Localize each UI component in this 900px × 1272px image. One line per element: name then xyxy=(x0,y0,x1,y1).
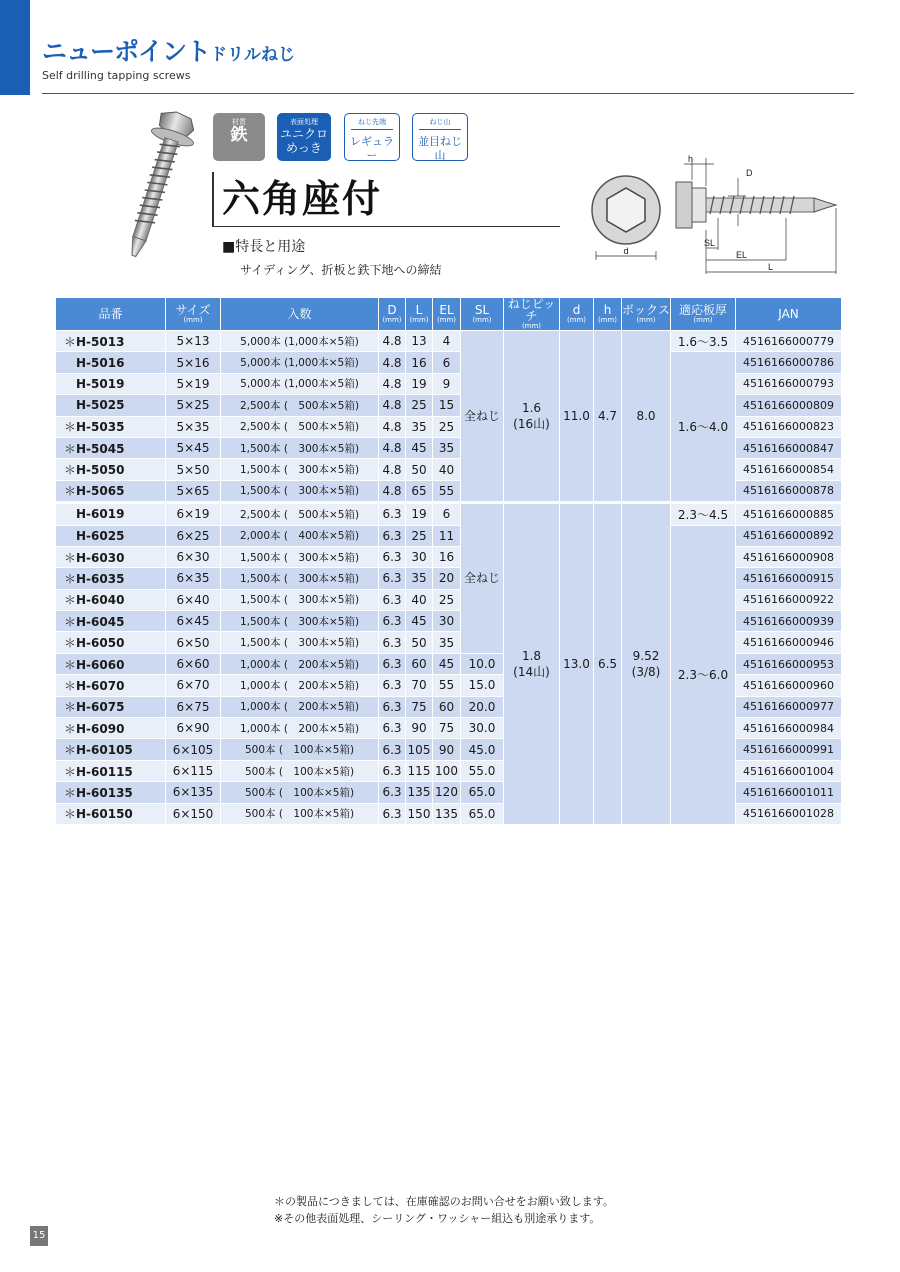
cell-jan: 4516166000915 xyxy=(736,568,842,589)
cell-box-group2-line1: 9.52 xyxy=(632,649,660,664)
cell-jan: 4516166000984 xyxy=(736,718,842,739)
product-code: H-5016 xyxy=(76,355,125,370)
cell-qty: 500本 ( 100本×5箱) xyxy=(221,760,379,781)
cell-EL: 75 xyxy=(433,718,461,739)
dim-label-d: d xyxy=(623,246,629,256)
footnote-options: ※その他表面処理、シーリング・ワッシャー組込も別途承ります。 xyxy=(274,1212,601,1225)
cell-code xyxy=(56,525,166,546)
cell-EL: 60 xyxy=(433,696,461,717)
cell-qty: 1,500本 ( 300本×5箱) xyxy=(221,611,379,632)
finish-badge xyxy=(277,113,331,161)
cell-L: 13 xyxy=(406,331,433,352)
product-name-rule-vertical xyxy=(212,172,214,226)
product-code: H-60115 xyxy=(76,764,133,779)
stock-mark: ＊ xyxy=(64,550,77,565)
cell-EL: 35 xyxy=(433,632,461,653)
product-code: H-5065 xyxy=(76,484,125,499)
cell-code xyxy=(56,416,166,437)
cell-jan: 4516166000793 xyxy=(736,373,842,394)
stock-mark: ＊ xyxy=(64,484,77,499)
stock-mark: ＊ xyxy=(64,678,77,693)
brand-title-main: ニューポイント xyxy=(42,37,211,66)
cell-D: 6.3 xyxy=(379,718,406,739)
cell-size: 6×75 xyxy=(166,696,221,717)
cell-code xyxy=(56,459,166,480)
cell-jan: 4516166000991 xyxy=(736,739,842,760)
col-header-L: L (mm) xyxy=(406,298,433,331)
product-code: H-5045 xyxy=(76,441,125,456)
cell-qty: 1,500本 ( 300本×5箱) xyxy=(221,459,379,480)
tip-value: レギュラー xyxy=(350,135,394,162)
spec-table xyxy=(55,297,842,825)
col-header-SL: SL (mm) xyxy=(461,298,504,331)
stock-mark: ＊ xyxy=(64,636,77,651)
cell-SL: 65.0 xyxy=(461,803,504,824)
cell-jan: 4516166000823 xyxy=(736,416,842,437)
cell-EL: 25 xyxy=(433,416,461,437)
dim-label-EL: EL xyxy=(736,250,748,260)
cell-L: 60 xyxy=(406,653,433,674)
cell-EL: 55 xyxy=(433,480,461,502)
cell-pitch-group2-line1: 1.8 xyxy=(521,649,542,664)
cell-jan: 4516166000809 xyxy=(736,395,842,416)
cell-size: 5×35 xyxy=(166,416,221,437)
cell-qty: 5,000本 (1,000本×5箱) xyxy=(221,373,379,394)
cell-code xyxy=(56,675,166,696)
cell-D: 6.3 xyxy=(379,803,406,824)
cell-qty: 1,500本 ( 300本×5箱) xyxy=(221,589,379,610)
product-code: H-5050 xyxy=(76,463,125,478)
col-header-thickness: 適応板厚 (mm) xyxy=(671,298,736,331)
cell-code xyxy=(56,373,166,394)
thread-value: 並目ねじ山 xyxy=(418,135,462,162)
cell-qty: 2,500本 ( 500本×5箱) xyxy=(221,395,379,416)
cell-EL: 20 xyxy=(433,568,461,589)
cell-qty: 1,500本 ( 300本×5箱) xyxy=(221,480,379,502)
cell-h-group1: 4.7 xyxy=(594,331,622,503)
table-header-row xyxy=(56,298,842,331)
stock-mark: ＊ xyxy=(64,441,77,456)
stock-mark: ＊ xyxy=(64,657,77,672)
product-code: H-6050 xyxy=(76,636,125,651)
cell-size: 6×90 xyxy=(166,718,221,739)
material-badge xyxy=(213,113,265,161)
cell-size: 5×45 xyxy=(166,437,221,458)
finish-value-line2: めっき xyxy=(286,141,322,155)
col-header-h: h (mm) xyxy=(594,298,622,331)
thread-caption: ねじ山 xyxy=(419,117,461,130)
finish-value-line1: ユニクロ xyxy=(279,127,328,141)
cell-size: 5×13 xyxy=(166,331,221,352)
cell-code xyxy=(56,718,166,739)
cell-L: 16 xyxy=(406,352,433,373)
cell-size: 5×16 xyxy=(166,352,221,373)
stock-mark: ＊ xyxy=(64,721,77,736)
col-header-D: D (mm) xyxy=(379,298,406,331)
cell-D: 4.8 xyxy=(379,352,406,373)
cell-d-group1: 11.0 xyxy=(560,331,594,503)
footnote-stock: ＊の製品につきましては、在庫確認のお問い合せをお願い致します。 xyxy=(274,1195,614,1208)
cell-size: 6×115 xyxy=(166,760,221,781)
stock-mark: ＊ xyxy=(64,764,77,779)
cell-D: 4.8 xyxy=(379,459,406,480)
product-code: H-6075 xyxy=(76,700,125,715)
cell-size: 6×30 xyxy=(166,546,221,567)
stock-mark: ＊ xyxy=(64,700,77,715)
cell-size: 6×135 xyxy=(166,782,221,803)
cell-code xyxy=(56,632,166,653)
cell-D: 4.8 xyxy=(379,395,406,416)
cell-size: 6×35 xyxy=(166,568,221,589)
cell-code xyxy=(56,546,166,567)
cell-D: 4.8 xyxy=(379,331,406,352)
stock-mark: ＊ xyxy=(64,420,77,435)
cell-EL: 45 xyxy=(433,653,461,674)
cell-pitch-group1-line2: (16山) xyxy=(513,417,550,432)
cell-SL: 55.0 xyxy=(461,760,504,781)
product-code: H-5025 xyxy=(76,398,125,413)
cell-L: 115 xyxy=(406,760,433,781)
cell-EL: 6 xyxy=(433,352,461,373)
cell-size: 5×25 xyxy=(166,395,221,416)
cell-code xyxy=(56,568,166,589)
cell-size: 6×40 xyxy=(166,589,221,610)
product-code: H-5013 xyxy=(76,334,125,349)
dim-label-h: h xyxy=(688,154,694,164)
finish-caption: 表面処理 xyxy=(290,118,318,126)
stock-mark: ＊ xyxy=(64,614,77,629)
cell-qty: 1,500本 ( 300本×5箱) xyxy=(221,546,379,567)
brand-subtitle: Self drilling tapping screws xyxy=(42,69,191,82)
cell-SL: 15.0 xyxy=(461,675,504,696)
cell-D: 6.3 xyxy=(379,546,406,567)
table-row xyxy=(56,352,842,373)
cell-EL: 55 xyxy=(433,675,461,696)
cell-L: 105 xyxy=(406,739,433,760)
cell-qty: 1,500本 ( 300本×5箱) xyxy=(221,437,379,458)
cell-thickness-group1-first: 1.6〜3.5 xyxy=(671,331,736,352)
cell-jan: 4516166000922 xyxy=(736,589,842,610)
table-body xyxy=(56,331,842,825)
cell-EL: 11 xyxy=(433,525,461,546)
cell-EL: 6 xyxy=(433,503,461,525)
product-code: H-6060 xyxy=(76,657,125,672)
cell-EL: 4 xyxy=(433,331,461,352)
cell-qty: 2,500本 ( 500本×5箱) xyxy=(221,503,379,525)
stock-mark: ＊ xyxy=(64,743,77,758)
cell-d-group2: 13.0 xyxy=(560,503,594,825)
thread-badge xyxy=(412,113,468,161)
cell-D: 6.3 xyxy=(379,760,406,781)
header-divider xyxy=(42,93,854,94)
cell-size: 6×60 xyxy=(166,653,221,674)
dim-label-SL: SL xyxy=(704,238,716,248)
product-code: H-5019 xyxy=(76,376,125,391)
table-row xyxy=(56,331,842,352)
cell-EL: 135 xyxy=(433,803,461,824)
cell-jan: 4516166000885 xyxy=(736,503,842,525)
cell-EL: 9 xyxy=(433,373,461,394)
cell-L: 25 xyxy=(406,395,433,416)
product-code: H-60105 xyxy=(76,743,133,758)
cell-D: 6.3 xyxy=(379,739,406,760)
cell-D: 4.8 xyxy=(379,437,406,458)
screw-illustration xyxy=(108,108,208,268)
feature-text: サイディング、折板と鉄下地への締結 xyxy=(240,263,442,277)
product-code: H-6030 xyxy=(76,550,125,565)
cell-jan: 4516166000847 xyxy=(736,437,842,458)
product-name: 六角座付 xyxy=(222,177,383,221)
cell-code xyxy=(56,760,166,781)
cell-jan: 4516166000977 xyxy=(736,696,842,717)
cell-size: 6×25 xyxy=(166,525,221,546)
cell-jan: 4516166000854 xyxy=(736,459,842,480)
col-header-EL: EL (mm) xyxy=(433,298,461,331)
cell-qty: 2,000本 ( 400本×5箱) xyxy=(221,525,379,546)
cell-EL: 25 xyxy=(433,589,461,610)
cell-size: 5×19 xyxy=(166,373,221,394)
cell-jan: 4516166001028 xyxy=(736,803,842,824)
cell-EL: 90 xyxy=(433,739,461,760)
cell-EL: 100 xyxy=(433,760,461,781)
brand-title-small: ドリルねじ xyxy=(210,45,296,65)
feature-heading: ■特長と用途 xyxy=(222,239,306,255)
product-code: H-6035 xyxy=(76,571,125,586)
cell-box-group2-line2: (3/8) xyxy=(631,665,661,680)
cell-code xyxy=(56,611,166,632)
cell-jan: 4516166000946 xyxy=(736,632,842,653)
cell-qty: 5,000本 (1,000本×5箱) xyxy=(221,352,379,373)
col-header-pitch: ねじピッチ (mm) xyxy=(504,298,560,331)
cell-EL: 30 xyxy=(433,611,461,632)
cell-L: 45 xyxy=(406,611,433,632)
cell-D: 6.3 xyxy=(379,632,406,653)
cell-box-group2 xyxy=(622,503,671,825)
cell-code xyxy=(56,739,166,760)
cell-L: 150 xyxy=(406,803,433,824)
cell-qty: 1,000本 ( 200本×5箱) xyxy=(221,718,379,739)
col-header-size: サイズ (mm) xyxy=(166,298,221,331)
cell-D: 6.3 xyxy=(379,503,406,525)
cell-L: 19 xyxy=(406,503,433,525)
cell-size: 5×50 xyxy=(166,459,221,480)
cell-size: 6×45 xyxy=(166,611,221,632)
product-code: H-6070 xyxy=(76,678,125,693)
cell-size: 6×105 xyxy=(166,739,221,760)
cell-L: 30 xyxy=(406,546,433,567)
cell-qty: 1,000本 ( 200本×5箱) xyxy=(221,675,379,696)
col-header-box: ボックス (mm) xyxy=(622,298,671,331)
cell-D: 6.3 xyxy=(379,589,406,610)
product-name-rule-horizontal xyxy=(212,226,560,227)
product-code: H-60150 xyxy=(76,807,133,822)
cell-pitch-group1-line1: 1.6 xyxy=(521,401,542,416)
cell-D: 6.3 xyxy=(379,525,406,546)
cell-SL-group1: 全ねじ xyxy=(461,331,504,503)
cell-pitch-group2 xyxy=(504,503,560,825)
material-value: 鉄 xyxy=(230,125,248,145)
cell-D: 6.3 xyxy=(379,611,406,632)
cell-D: 4.8 xyxy=(379,480,406,502)
cell-L: 35 xyxy=(406,416,433,437)
stock-mark: ＊ xyxy=(64,571,77,586)
cell-L: 50 xyxy=(406,632,433,653)
cell-code xyxy=(56,803,166,824)
stock-mark: ＊ xyxy=(64,334,77,349)
footnotes xyxy=(274,1193,614,1227)
stock-mark: ＊ xyxy=(64,593,77,608)
cell-L: 45 xyxy=(406,437,433,458)
cell-code xyxy=(56,395,166,416)
cell-SL: 10.0 xyxy=(461,653,504,674)
cell-D: 4.8 xyxy=(379,416,406,437)
cell-D: 6.3 xyxy=(379,675,406,696)
cell-qty: 1,500本 ( 300本×5箱) xyxy=(221,632,379,653)
product-code: H-6019 xyxy=(76,507,125,522)
cell-D: 4.8 xyxy=(379,373,406,394)
head-top-view xyxy=(592,176,660,260)
col-header-code: 品番 xyxy=(56,298,166,331)
cell-qty: 500本 ( 100本×5箱) xyxy=(221,803,379,824)
cell-code xyxy=(56,503,166,525)
cell-EL: 15 xyxy=(433,395,461,416)
product-code: H-6025 xyxy=(76,528,125,543)
tip-caption: ねじ先端 xyxy=(351,117,393,130)
cell-jan: 4516166000953 xyxy=(736,653,842,674)
cell-pitch-group1 xyxy=(504,331,560,503)
cell-code xyxy=(56,352,166,373)
cell-qty: 5,000本 (1,000本×5箱) xyxy=(221,331,379,352)
cell-jan: 4516166001004 xyxy=(736,760,842,781)
cell-SL: 65.0 xyxy=(461,782,504,803)
col-header-d: d (mm) xyxy=(560,298,594,331)
cell-code xyxy=(56,696,166,717)
cell-jan: 4516166000878 xyxy=(736,480,842,502)
product-code: H-6090 xyxy=(76,721,125,736)
cell-code xyxy=(56,331,166,352)
cell-size: 6×70 xyxy=(166,675,221,696)
cell-size: 6×50 xyxy=(166,632,221,653)
dimension-diagram xyxy=(588,150,854,278)
table-row xyxy=(56,525,842,546)
cell-EL: 120 xyxy=(433,782,461,803)
cell-size: 6×19 xyxy=(166,503,221,525)
dim-label-D: D xyxy=(746,168,753,178)
cell-size: 6×150 xyxy=(166,803,221,824)
cell-qty: 2,500本 ( 500本×5箱) xyxy=(221,416,379,437)
cell-jan: 4516166000908 xyxy=(736,546,842,567)
product-code: H-6045 xyxy=(76,614,125,629)
cell-SL: 30.0 xyxy=(461,718,504,739)
cell-D: 6.3 xyxy=(379,696,406,717)
cell-L: 65 xyxy=(406,480,433,502)
dim-label-L: L xyxy=(768,262,774,272)
cell-thickness-group2-rest: 2.3〜6.0 xyxy=(671,525,736,824)
cell-L: 70 xyxy=(406,675,433,696)
tip-badge xyxy=(344,113,400,161)
cell-L: 135 xyxy=(406,782,433,803)
stock-mark: ＊ xyxy=(64,463,77,478)
cell-jan: 4516166000786 xyxy=(736,352,842,373)
cell-D: 6.3 xyxy=(379,653,406,674)
cell-h-group2: 6.5 xyxy=(594,503,622,825)
cell-size: 5×65 xyxy=(166,480,221,502)
cell-code xyxy=(56,653,166,674)
cell-qty: 500本 ( 100本×5箱) xyxy=(221,739,379,760)
cell-code xyxy=(56,589,166,610)
cell-EL: 40 xyxy=(433,459,461,480)
cell-qty: 1,000本 ( 200本×5箱) xyxy=(221,696,379,717)
cell-qty: 1,500本 ( 300本×5箱) xyxy=(221,568,379,589)
cell-code xyxy=(56,782,166,803)
cell-thickness-group2-first: 2.3〜4.5 xyxy=(671,503,736,525)
cell-SL: 20.0 xyxy=(461,696,504,717)
side-accent-bar xyxy=(0,0,30,95)
cell-L: 35 xyxy=(406,568,433,589)
col-header-qty: 入数 xyxy=(221,298,379,331)
cell-jan: 4516166000939 xyxy=(736,611,842,632)
table-row xyxy=(56,503,842,525)
cell-jan: 4516166000960 xyxy=(736,675,842,696)
cell-L: 50 xyxy=(406,459,433,480)
screw-side-view xyxy=(676,154,836,274)
stock-mark: ＊ xyxy=(64,785,77,800)
cell-L: 25 xyxy=(406,525,433,546)
cell-EL: 35 xyxy=(433,437,461,458)
cell-code xyxy=(56,437,166,458)
cell-L: 19 xyxy=(406,373,433,394)
cell-code xyxy=(56,480,166,502)
cell-L: 90 xyxy=(406,718,433,739)
col-header-jan: JAN xyxy=(736,298,842,331)
stock-mark: ＊ xyxy=(64,807,77,822)
cell-SL: 45.0 xyxy=(461,739,504,760)
product-code: H-6040 xyxy=(76,593,125,608)
cell-SL-group2: 全ねじ xyxy=(461,503,504,654)
cell-jan: 4516166000779 xyxy=(736,331,842,352)
cell-pitch-group2-line2: (14山) xyxy=(513,665,550,680)
brand-title xyxy=(42,32,295,68)
cell-EL: 16 xyxy=(433,546,461,567)
cell-L: 75 xyxy=(406,696,433,717)
cell-D: 6.3 xyxy=(379,782,406,803)
cell-thickness-group1-rest: 1.6〜4.0 xyxy=(671,352,736,503)
cell-D: 6.3 xyxy=(379,568,406,589)
cell-jan: 4516166000892 xyxy=(736,525,842,546)
page-number: 15 xyxy=(30,1226,48,1246)
cell-qty: 1,000本 ( 200本×5箱) xyxy=(221,653,379,674)
cell-jan: 4516166001011 xyxy=(736,782,842,803)
product-code: H-5035 xyxy=(76,420,125,435)
cell-qty: 500本 ( 100本×5箱) xyxy=(221,782,379,803)
cell-box-group1: 8.0 xyxy=(622,331,671,503)
cell-L: 40 xyxy=(406,589,433,610)
product-code: H-60135 xyxy=(76,785,133,800)
material-caption: 材質 xyxy=(232,118,246,126)
